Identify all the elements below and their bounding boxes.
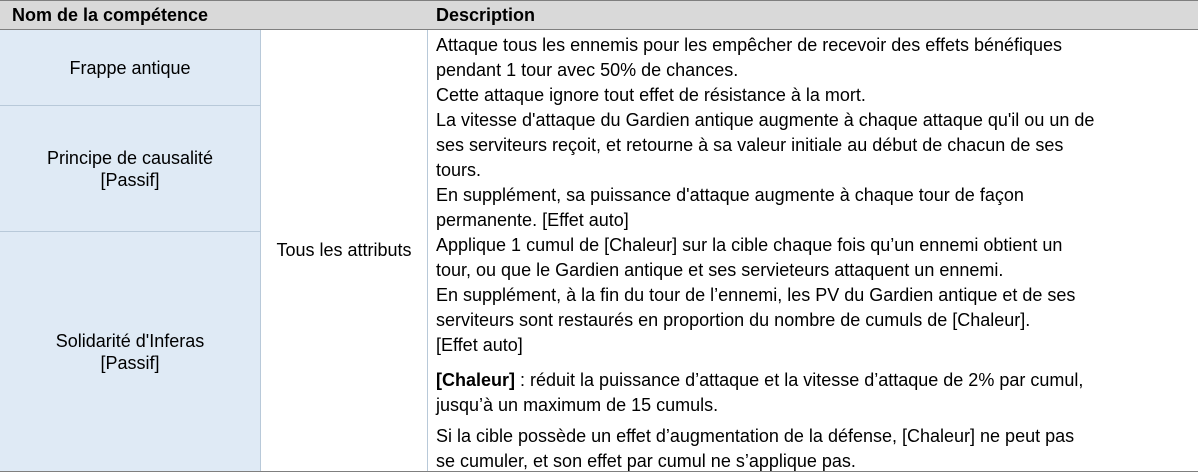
skill-name-solidarite — [0, 232, 260, 471]
table-bottom-border — [0, 471, 1198, 472]
description-note — [436, 424, 1191, 474]
description-line: serviteurs sont restaurés en proportion du nombre de cumuls de [Chaleur]. — [436, 310, 1031, 330]
skill-tag: [Passif] — [100, 352, 160, 373]
description-line: Attaque tous les ennemis pour les empêcher de recevoir des effets bénéfiques — [436, 35, 1063, 55]
skill-name-label: Frappe antique — [69, 57, 191, 78]
table-header — [0, 0, 1198, 30]
description-chaleur — [436, 368, 1191, 418]
description-line — [436, 368, 1191, 393]
skill-tag: [Passif] — [100, 169, 160, 190]
description-line: Cette attaque ignore tout effet de résistance à la mort. — [436, 85, 866, 105]
description-line: tours. — [436, 160, 482, 180]
description-line: permanente. [Effet auto] — [436, 210, 629, 230]
description-line: Si la cible possède un effet d’augmentation de la défense, [Chaleur] ne peut pas — [436, 426, 1075, 446]
description-frappe — [436, 33, 1191, 108]
attribute-cell — [260, 30, 428, 471]
skill-name-label: Principe de causalité — [46, 147, 214, 168]
description-line: pendant 1 tour avec 50% de chances. — [436, 60, 739, 80]
description-line: se cumuler, et son effet par cumul ne s’applique pas. — [436, 451, 856, 471]
description-line: La vitesse d'attaque du Gardien antique augmente à chaque attaque qu'il ou un de — [436, 110, 1095, 130]
description-line: jusqu’à un maximum de 15 cumuls. — [436, 395, 719, 415]
chaleur-definition: : réduit la puissance d’attaque et la vitesse d’attaque de 2% par cumul, — [515, 370, 1084, 390]
description-line: En supplément, à la fin du tour de l’ennemi, les PV du Gardien antique et de ses — [436, 285, 1076, 305]
header-description: Description — [436, 5, 536, 25]
description-line: [Effet auto] — [436, 335, 523, 355]
skill-name-frappe — [0, 30, 260, 105]
skill-name-principe — [0, 106, 260, 231]
description-line: En supplément, sa puissance d'attaque augmente à chaque tour de façon — [436, 185, 1024, 205]
header-skill-name: Nom de la compétence — [12, 5, 209, 25]
description-solidarite — [436, 233, 1191, 358]
description-principe — [436, 108, 1191, 233]
attribute-label: Tous les attributs — [276, 240, 412, 260]
description-line: ses serviteurs reçoit, et retourne à sa valeur initiale au début de chacun de ses — [436, 135, 1064, 155]
description-line: tour, ou que le Gardien antique et ses servieteurs attaquent un ennemi. — [436, 260, 1004, 280]
description-line: Applique 1 cumul de [Chaleur] sur la cible chaque fois qu’un ennemi obtient un — [436, 235, 1063, 255]
skill-name-label: Solidarité d'Inferas — [55, 330, 205, 351]
chaleur-term: [Chaleur] — [436, 370, 516, 390]
